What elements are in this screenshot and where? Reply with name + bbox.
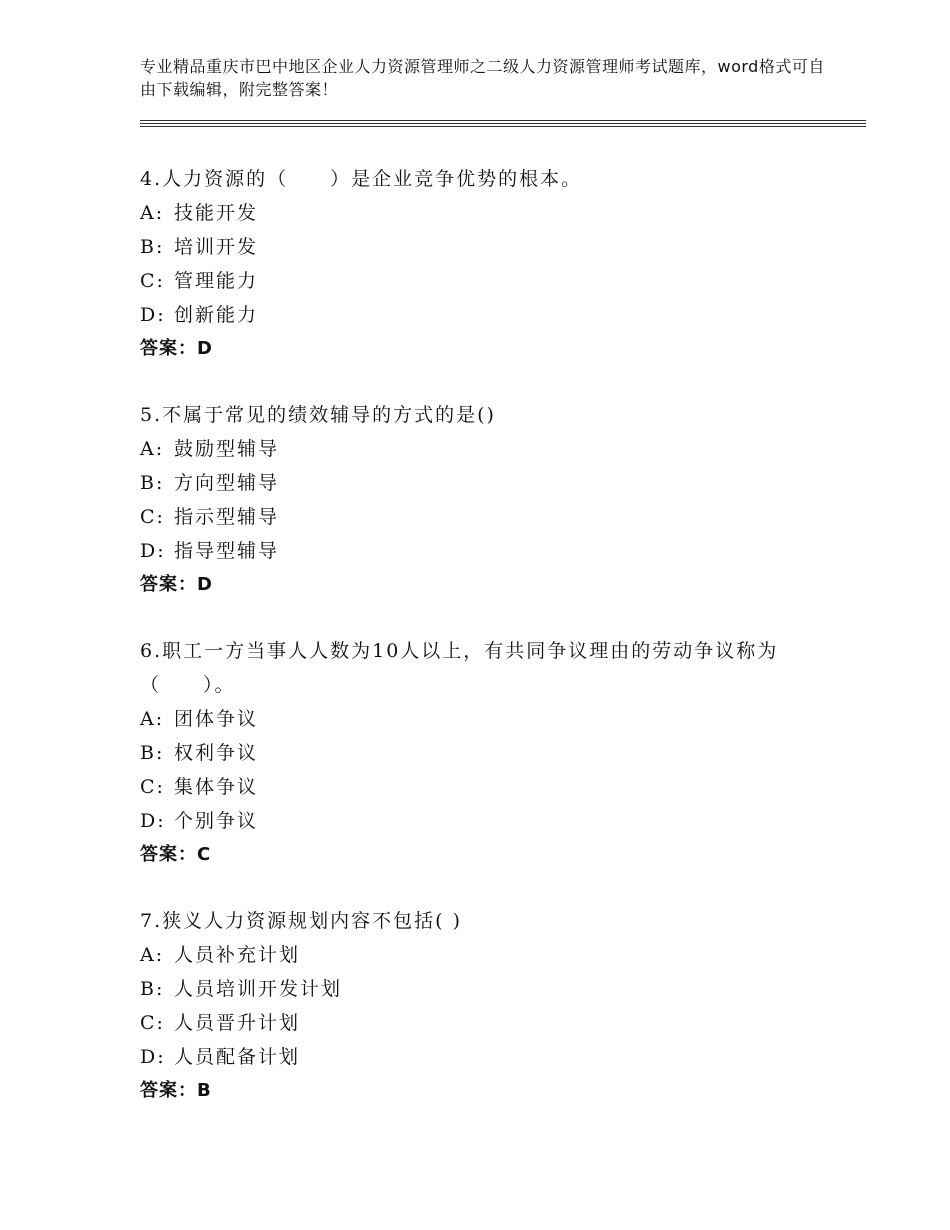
- answer-label: 答案：: [140, 574, 197, 595]
- option-d: [140, 804, 840, 838]
- option-d: [140, 1040, 840, 1074]
- document-header: 专业精品重庆市巴中地区企业人力资源管理师之二级人力资源管理师考试题库，word格式可自由下载编辑，附完整答案！: [140, 57, 825, 99]
- option-key: C:: [140, 1012, 165, 1034]
- option-b: [140, 466, 840, 500]
- question-stem: 7.狭义人力资源规划内容不包括( ): [140, 910, 462, 932]
- header-rule: [140, 123, 866, 124]
- option-key: D:: [140, 810, 166, 832]
- option-key: A:: [140, 438, 165, 460]
- option-key: D:: [140, 304, 166, 326]
- option-text: 集体争议: [174, 776, 259, 798]
- answer-value: D: [197, 574, 213, 595]
- option-text: 技能开发: [174, 202, 259, 224]
- option-key: B:: [140, 236, 165, 258]
- option-key: C:: [140, 776, 165, 798]
- option-text: 人员配备计划: [174, 1046, 301, 1068]
- question-stem: 6.职工一方当事人人数为10人以上，有共同争议理由的劳动争议称为（ ）。: [140, 640, 779, 696]
- header-rule: [140, 126, 866, 127]
- option-key: B:: [140, 742, 165, 764]
- option-key: C:: [140, 506, 165, 528]
- option-text: 指导型辅导: [174, 540, 280, 562]
- question-4: [140, 162, 840, 366]
- option-key: C:: [140, 270, 165, 292]
- answer-line: [140, 568, 840, 602]
- answer-value: B: [197, 1080, 212, 1101]
- question-7: [140, 904, 840, 1108]
- answer-line: [140, 838, 840, 872]
- option-text: 个别争议: [174, 810, 259, 832]
- option-key: D:: [140, 1046, 166, 1068]
- option-b: [140, 230, 840, 264]
- question-stem: 4.人力资源的（ ）是企业竞争优势的根本。: [140, 168, 583, 190]
- option-b: [140, 736, 840, 770]
- option-c: [140, 1006, 840, 1040]
- answer-line: [140, 1074, 840, 1108]
- option-a: [140, 938, 840, 972]
- option-d: [140, 298, 840, 332]
- question-list: [140, 162, 840, 1140]
- option-c: [140, 770, 840, 804]
- option-key: B:: [140, 978, 165, 1000]
- option-text: 管理能力: [174, 270, 259, 292]
- option-d: [140, 534, 840, 568]
- option-key: A:: [140, 202, 165, 224]
- option-key: B:: [140, 472, 165, 494]
- answer-label: 答案：: [140, 844, 197, 865]
- question-stem: 5.不属于常见的绩效辅导的方式的是(): [140, 404, 496, 426]
- option-c: [140, 500, 840, 534]
- answer-value: D: [197, 338, 213, 359]
- option-text: 指示型辅导: [174, 506, 280, 528]
- option-text: 人员培训开发计划: [174, 978, 343, 1000]
- answer-label: 答案：: [140, 1080, 197, 1101]
- option-text: 人员补充计划: [174, 944, 301, 966]
- option-text: 创新能力: [174, 304, 259, 326]
- option-a: [140, 432, 840, 466]
- option-key: D:: [140, 540, 166, 562]
- option-key: A:: [140, 708, 165, 730]
- option-text: 权利争议: [174, 742, 259, 764]
- option-text: 培训开发: [174, 236, 259, 258]
- question-5: [140, 398, 840, 602]
- answer-label: 答案：: [140, 338, 197, 359]
- option-a: [140, 702, 840, 736]
- option-a: [140, 196, 840, 230]
- option-text: 团体争议: [174, 708, 259, 730]
- option-b: [140, 972, 840, 1006]
- option-text: 人员晋升计划: [174, 1012, 301, 1034]
- option-text: 方向型辅导: [174, 472, 280, 494]
- option-key: A:: [140, 944, 165, 966]
- answer-line: [140, 332, 840, 366]
- question-6: [140, 634, 840, 872]
- option-text: 鼓励型辅导: [174, 438, 280, 460]
- option-c: [140, 264, 840, 298]
- answer-value: C: [197, 844, 212, 865]
- header-rule: [140, 120, 866, 121]
